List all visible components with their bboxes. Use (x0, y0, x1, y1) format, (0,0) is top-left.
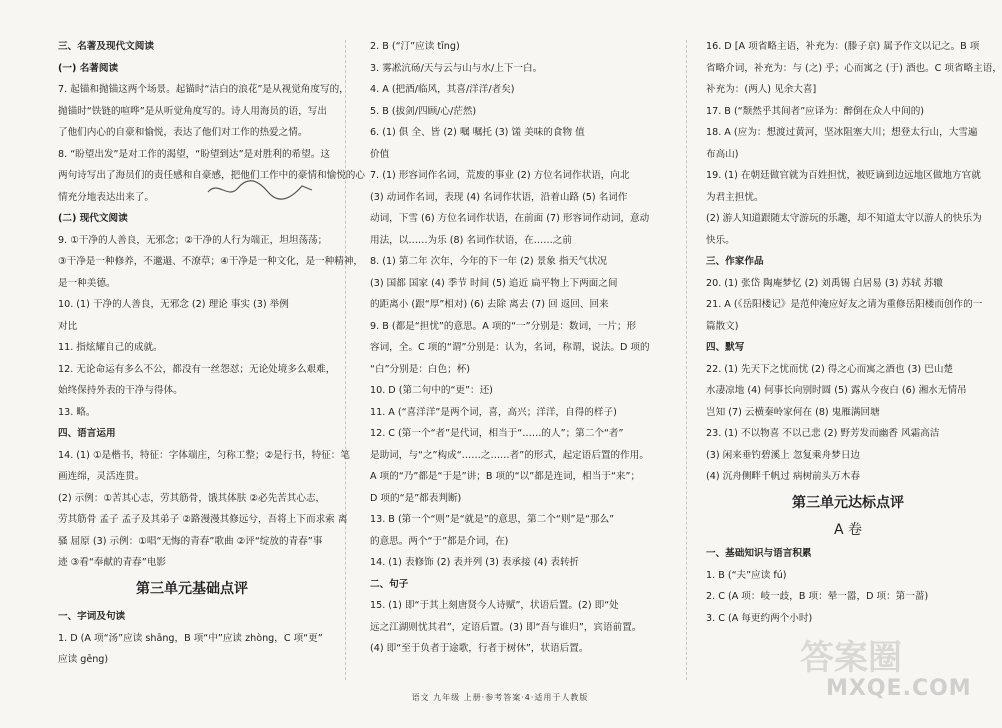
text-line: 14. (1) ①是楷书，特征：字体端庄，匀称工整；②是行书，特征：笔 (58, 449, 350, 461)
text-line: (4) 即“至于负者于途歌，行者于树休”，状语后置。 (370, 643, 589, 654)
text-line: 8. (1) 第二年 次年，今年的下一年 (2) 景象 指天气状况 (370, 256, 607, 267)
text-line: 10. D (第二句中的“更”：还) (370, 385, 493, 396)
text-line: 容词，全。C 项的“谓”分别是：认为，名词，称谓，说法。D 项的 (370, 342, 650, 353)
unit-title: 第三单元基础点评 (136, 581, 248, 597)
column-divider (686, 40, 687, 680)
text-line: 4. A (把酒/临风，其喜/洋洋/者矣) (370, 84, 515, 95)
text-line: 为君主担忧。 (706, 191, 764, 203)
text-line: 迹 ③看“奉献的青春”电影 (58, 557, 166, 568)
text-line: (3) 动词作名词，表现 (4) 名词作状语，沿着山路 (5) 名词作 (370, 191, 628, 203)
section-heading: 一、基础知识与语言积累 (706, 548, 812, 559)
text-line: 11. 指炫耀自己的成就。 (58, 342, 163, 353)
text-line: 18. A (应为：想渡过黄河，坚冰阻塞大川；想登太行山，大雪遍 (706, 127, 978, 138)
text-line: (2) 游人知道跟随太守游玩的乐趣，却不知道太守以游人的快乐为 (706, 213, 982, 224)
text-line: 6. (1) 俱 全、皆 (2) 嘱 嘱托 (3) 馐 美味的食物 值 (370, 127, 585, 138)
text-line: 岂知 (7) 云横秦岭家何在 (8) 鬼雁满回塘 (706, 406, 880, 418)
text-line: 12. C (第一个“者”是代词，相当于“……的人”；第二个“者” (370, 428, 624, 439)
text-line: 1. D (A 项“汤”应读 shāng，B 项“中”应读 zhòng，C 项“更” (58, 632, 323, 644)
text-line: 2. B (“汀”应读 tīng) (370, 41, 460, 52)
section-heading: (二) 现代文阅读 (58, 213, 128, 224)
text-line: A 项的“乃”都是“于是”讲；B 项的“以”都是连词，相当于“来”； (370, 471, 641, 482)
text-line: 画连绵，灵活连贯。 (58, 471, 145, 482)
text-line: 22. (1) 先天下之忧而忧 (2) 得之心而寓之酒也 (3) 巴山楚 (706, 363, 954, 375)
text-line: 1. B (“夫”应读 fú) (706, 569, 787, 581)
text-line: 17. B (“颓然乎其间者”应译为：醉倒在众人中间的) (706, 105, 925, 117)
paper-label: A 卷 (833, 522, 863, 538)
text-line: 动词，下雪 (6) 方位名词作状语，在前面 (7) 形容词作动词，意动 (370, 213, 650, 224)
watermark-text: 答案圈 (800, 638, 902, 678)
section-heading: 二、句子 (370, 578, 409, 590)
text-line: 远之江湖则忧其君”，定语后置。(3) 即“吾与谁归”，宾语前置。 (370, 621, 642, 633)
text-line: 9. ①干净的人善良，无邪念；②干净的人行为端正，坦坦荡荡； (58, 234, 328, 246)
watermark-logo (800, 630, 972, 710)
text-line: 应读 gēng) (58, 654, 109, 665)
text-line: 的距离小 (跟“厚”相对) (6) 去除 离去 (7) 回 返回、回来 (370, 299, 609, 310)
right-column (706, 40, 1002, 680)
section-heading: 三、名著及现代文阅读 (58, 41, 154, 52)
text-line: 7. 起锚和抛锚这两个场景。起锚时“洁白的浪花”是从视觉角度写的， (58, 84, 349, 95)
text-line: 补充为：(两人) 见余大喜] (706, 84, 817, 95)
text-line: 21. A (《岳阳楼记》是范仲淹应好友之请为重修岳阳楼而创作的一 (706, 299, 983, 310)
text-line: 布高山) (706, 148, 739, 160)
text-line: 12. 无论命运有多么不公，都没有一丝怨怼；无论处境多么艰难， (58, 363, 336, 375)
text-line: ③干净是一种修养，不邋遢、不潦草；④干净是一种文化，是一种精神， (58, 256, 364, 267)
text-line: 10. (1) 干净的人善良，无邪念 (2) 理论 事实 (3) 举例 (58, 299, 289, 310)
text-line: 14. (1) 表修饰 (2) 表并列 (3) 表承接 (4) 表转折 (370, 557, 580, 568)
text-line: 篇散文) (706, 320, 739, 332)
text-line: 23. (1) 不以物喜 不以己悲 (2) 野芳发而幽香 风霜高洁 (706, 428, 940, 439)
text-line: 对比 (58, 320, 78, 332)
section-heading: 四、语言运用 (58, 428, 116, 439)
text-line: (3) 闲来垂钓碧溪上 忽复乘舟梦日边 (706, 449, 861, 461)
text-line: 19. (1) 在朝廷做官就为百姓担忧，被贬谪到边远地区做地方官就 (706, 170, 981, 181)
text-line: 的意思。两个“于”都是介词，在) (370, 535, 509, 547)
text-line: 快乐。 (706, 234, 735, 246)
text-line: (4) 沉舟侧畔千帆过 病树前头万木春 (706, 471, 861, 482)
text-line: 是一种美德。 (58, 277, 116, 289)
text-line: 13. B (第一个“则”是“就是”的意思，第二个“则”是“那么” (370, 514, 615, 525)
text-line: 8. “盼望出发”是对工作的渴望，“盼望到达”是对胜利的希望。这 (58, 148, 330, 160)
section-heading: 三、作家作品 (706, 256, 764, 267)
text-line: 两句诗写出了海员们的责任感和自豪感，把他们工作中的豪情和愉悦的心 (58, 170, 365, 181)
pen-scribble (206, 178, 316, 202)
text-line: 5. B (拔剑/四顾/心/茫然) (370, 105, 477, 117)
text-line: 20. (1) 张岱 陶庵梦忆 (2) 刘禹锡 白居易 (3) 苏轼 苏辙 (706, 277, 943, 289)
text-line: D 项的“是”都表判断) (370, 492, 462, 504)
text-line: 抛锚时“铁链的喧哗”是从听觉角度写的。诗人用海员的语，写出 (58, 105, 327, 117)
text-line: 用法，以……为乐 (8) 名词作状语，在……之前 (370, 234, 572, 246)
text-line: 7. (1) 形容词作名词，荒废的事业 (2) 方位名词作状语，向北 (370, 170, 630, 181)
watermark-url: MXQE.COM (826, 676, 972, 701)
text-line: (2) 示例：①苦其心志，劳其筋骨，饿其体肤 ②必先苦其心志， (58, 492, 326, 504)
text-line: 16. D [A 项省略主语，补充为：(滕子京) 属予作文以记之。B 项 (706, 41, 980, 52)
text-line: 水凄凉地 (4) 何事长向别时圆 (5) 露从今夜白 (6) 湘水无情吊 (706, 385, 967, 396)
text-line: 3. 雾凇沆砀/天与云与山与水/上下一白。 (370, 62, 543, 74)
column-divider (345, 40, 346, 680)
text-line: 劳其筋骨 孟子 孟子及其弟子 ②路漫漫其修远兮，吾将上下而求索 离 (58, 514, 348, 525)
text-line: 2. C (A 项：岐一歧，B 项：晕一嚣，D 项：第一蔷) (706, 591, 929, 602)
text-line: (3) 国都 国家 (4) 季节 时间 (5) 追近 扁平物上下两面之间 (370, 277, 618, 289)
text-line: 9. B (都是“担忧”的意思。A 项的“一”分别是：数词，一片；形 (370, 320, 637, 332)
text-line: 价值 (370, 148, 390, 160)
left-column (58, 40, 365, 680)
text-line: “白”分别是：白色；杯) (370, 363, 471, 375)
text-line: 3. C (A 每更约两个小时) (706, 612, 813, 624)
text-line: 11. A (“喜洋洋”是两个词，喜，高兴；洋洋，自得的样子) (370, 406, 617, 418)
text-line: 情充分地表达出来了。 (58, 191, 154, 203)
text-line: 骚 屈原 (3) 示例：①唱“无悔的青春”歌曲 ②评“绽放的青春”事 (58, 535, 323, 547)
footer-text: 语文 九年级 上册·参考答案·4·适用于人教版 (411, 693, 589, 702)
middle-column (370, 40, 660, 680)
section-heading: 一、字词及句读 (58, 611, 126, 622)
text-line: 了他们内心的自豪和愉悦，表达了他们对工作的热爱之情。 (58, 127, 308, 138)
text-line: 是助词，与“之”构成“……之……者”的形式，起定语后置的作用。 (370, 449, 649, 461)
text-line: 始终保持外表的干净与得体。 (58, 385, 183, 396)
text-line: 13. 略。 (58, 406, 96, 418)
section-heading: (一) 名著阅读 (58, 62, 119, 74)
section-heading: 四、默写 (706, 342, 745, 353)
text-line: 省略介词，补充为：与 (之) 乎；心而寓之 (于) 酒也。C 项省略主语， (706, 62, 1002, 74)
text-line: 15. (1) 即“于其上刻唐贤今人诗赋”，状语后置。(2) 即“处 (370, 600, 619, 611)
unit-title: 第三单元达标点评 (792, 495, 904, 511)
